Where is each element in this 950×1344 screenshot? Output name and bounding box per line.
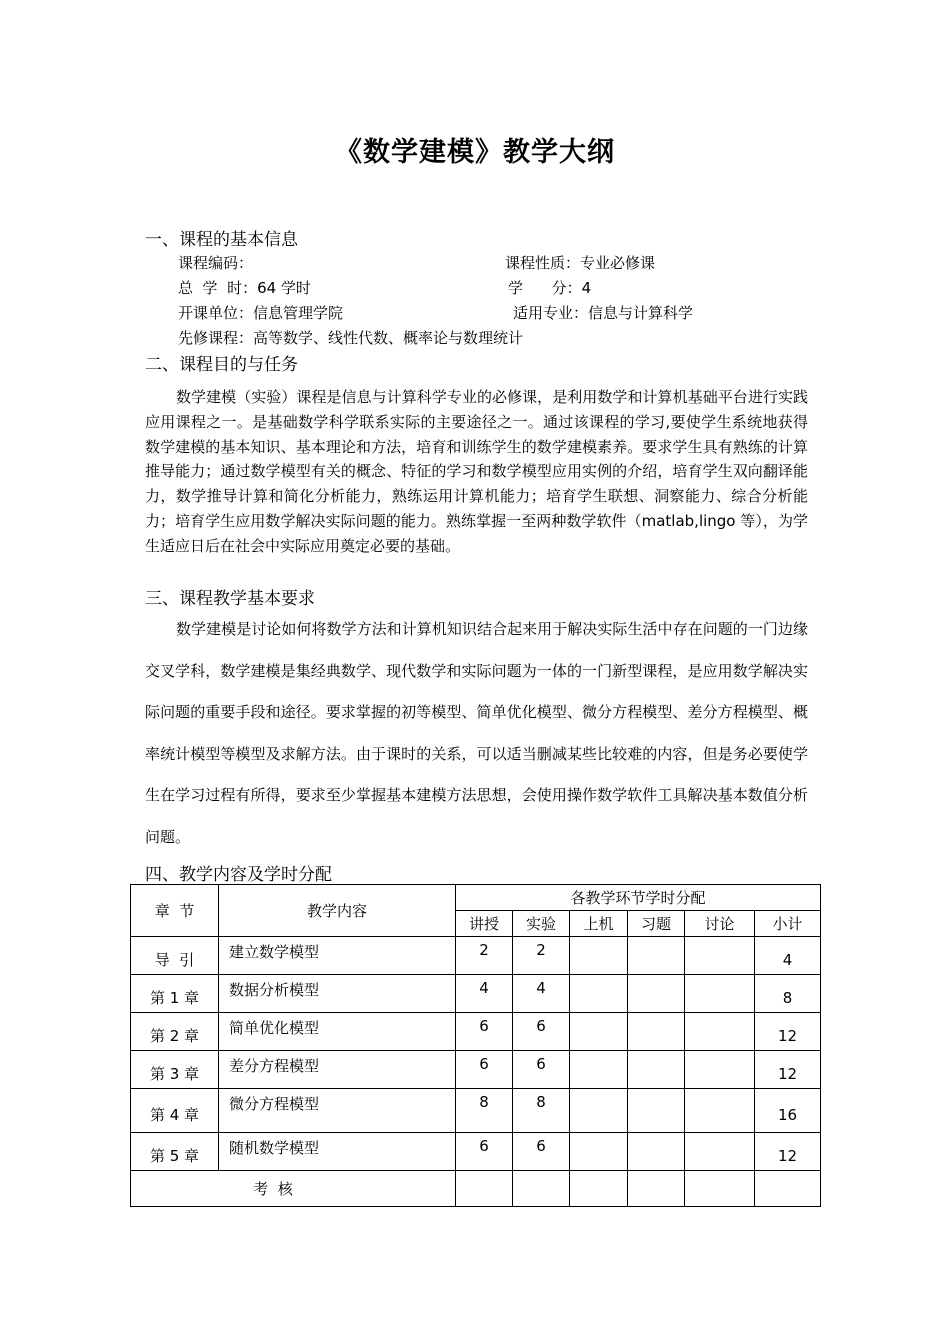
row-lecture: 6 <box>456 1013 513 1051</box>
row-subtotal: 8 <box>755 975 821 1013</box>
row-lecture: 8 <box>456 1089 513 1133</box>
schedule-table <box>130 884 821 1207</box>
row-chapter: 第 5 章 <box>131 1133 219 1171</box>
row-discussion <box>685 1089 755 1133</box>
row-computer <box>570 1089 628 1133</box>
exam-lab <box>513 1171 570 1207</box>
row-content: 数据分析模型 <box>219 975 456 1013</box>
header-hours-distribution: 各教学环节学时分配 <box>456 885 821 911</box>
exam-label: 考 核 <box>131 1171 456 1207</box>
exam-exercise <box>628 1171 685 1207</box>
requirements-paragraph: 数学建模是讨论如何将数学方法和计算机知识结合起来用于解决实际生活中存在问题的一门边缘交叉学科，数学建模是集经典数学、现代数学和实际问题为一体的一门新型课程，是应用数学解决实际问题的重要手段和途径。要求掌握的初等模型、简单优化模型、微分方程模型、差分方程模型、概率统计模型等模型及求解方法。由于课时的关系，可以适当删减某些比较难的内容，但是务必要使学生在学习过程有所得，要求至少掌握基本建模方法思想，会使用操作数学软件工具解决基本数值分析问题。 <box>145 620 808 846</box>
row-lab: 6 <box>513 1133 570 1171</box>
row-chapter: 第 1 章 <box>131 975 219 1013</box>
row-exercise <box>628 937 685 975</box>
course-nature: 课程性质：专业必修课 <box>505 254 656 272</box>
header-lab: 实验 <box>513 911 570 937</box>
row-exercise <box>628 1089 685 1133</box>
prerequisites: 先修课程：高等数学、线性代数、概率论与数理统计 <box>178 329 524 347</box>
row-chapter: 第 2 章 <box>131 1013 219 1051</box>
row-lab: 2 <box>513 937 570 975</box>
row-computer <box>570 1051 628 1089</box>
row-exercise <box>628 1051 685 1089</box>
row-exercise <box>628 1133 685 1171</box>
row-subtotal: 12 <box>755 1051 821 1089</box>
purpose-paragraph: 数学建模（实验）课程是信息与计算科学专业的必修课，是利用数学和计算机基础平台进行实践应用课程之一。是基础数学科学联系实际的主要途径之一。通过该课程的学习,要使学生系统地获得数学建模的基本知识、基本理论和方法，培育和训练学生的数学建模素养。要求学生具有熟练的计算推导能力；通过数学模型有关的概念、特征的学习和数学模型应用实例的介绍，培育学生双向翻译能力，数学推导计算和简化分析能力，熟练运用计算机能力；培育学生联想、洞察能力、综合分析能力；培育学生应用数学解决实际问题的能力。熟练掌握一至两种数学软件（matlab,lingo 等），为学生适应日后在社会中实际应用奠定必要的基础。 <box>145 388 808 555</box>
credits: 学 分：4 <box>508 279 592 297</box>
section-heading-requirements: 三、课程教学基本要求 <box>145 589 315 609</box>
offering-unit: 开课单位：信息管理学院 <box>178 304 344 322</box>
exam-lecture <box>456 1171 513 1207</box>
row-chapter: 第 4 章 <box>131 1089 219 1133</box>
row-computer <box>570 1013 628 1051</box>
table-row <box>131 1089 821 1133</box>
section-heading-basic-info: 一、课程的基本信息 <box>145 230 298 250</box>
row-chapter: 第 3 章 <box>131 1051 219 1089</box>
row-subtotal: 12 <box>755 1013 821 1051</box>
row-discussion <box>685 1013 755 1051</box>
applicable-major: 适用专业：信息与计算科学 <box>513 304 694 322</box>
row-content: 随机数学模型 <box>219 1133 456 1171</box>
row-computer <box>570 975 628 1013</box>
section-heading-purpose: 二、课程目的与任务 <box>145 355 298 375</box>
row-discussion <box>685 937 755 975</box>
row-exercise <box>628 975 685 1013</box>
row-subtotal: 4 <box>755 937 821 975</box>
course-code: 课程编码： <box>178 254 254 272</box>
row-lecture: 6 <box>456 1133 513 1171</box>
row-discussion <box>685 1133 755 1171</box>
row-lecture: 6 <box>456 1051 513 1089</box>
row-lab: 4 <box>513 975 570 1013</box>
header-lecture: 讲授 <box>456 911 513 937</box>
row-lecture: 2 <box>456 937 513 975</box>
table-row <box>131 975 821 1013</box>
row-discussion <box>685 1051 755 1089</box>
row-content: 差分方程模型 <box>219 1051 456 1089</box>
table-row <box>131 1051 821 1089</box>
row-subtotal: 16 <box>755 1089 821 1133</box>
table-row <box>131 937 821 975</box>
row-content: 建立数学模型 <box>219 937 456 975</box>
exam-row <box>131 1171 821 1207</box>
header-subtotal: 小计 <box>755 911 821 937</box>
header-discussion: 讨论 <box>685 911 755 937</box>
row-lab: 8 <box>513 1089 570 1133</box>
row-content: 简单优化模型 <box>219 1013 456 1051</box>
row-discussion <box>685 975 755 1013</box>
table-row <box>131 1133 821 1171</box>
document-title: 《数学建模》教学大纲 <box>335 137 615 168</box>
exam-computer <box>570 1171 628 1207</box>
exam-discussion <box>685 1171 755 1207</box>
row-chapter: 导 引 <box>131 937 219 975</box>
exam-subtotal <box>755 1171 821 1207</box>
row-computer <box>570 937 628 975</box>
total-hours: 总 学 时：64 学时 <box>178 279 311 297</box>
row-computer <box>570 1133 628 1171</box>
header-exercise: 习题 <box>628 911 685 937</box>
row-lab: 6 <box>513 1051 570 1089</box>
table-row <box>131 1013 821 1051</box>
section-heading-schedule: 四、教学内容及学时分配 <box>145 865 332 885</box>
header-chapter: 章 节 <box>131 885 219 937</box>
row-lecture: 4 <box>456 975 513 1013</box>
row-subtotal: 12 <box>755 1133 821 1171</box>
header-computer: 上机 <box>570 911 628 937</box>
row-content: 微分方程模型 <box>219 1089 456 1133</box>
header-content: 教学内容 <box>219 885 456 937</box>
row-lab: 6 <box>513 1013 570 1051</box>
row-exercise <box>628 1013 685 1051</box>
